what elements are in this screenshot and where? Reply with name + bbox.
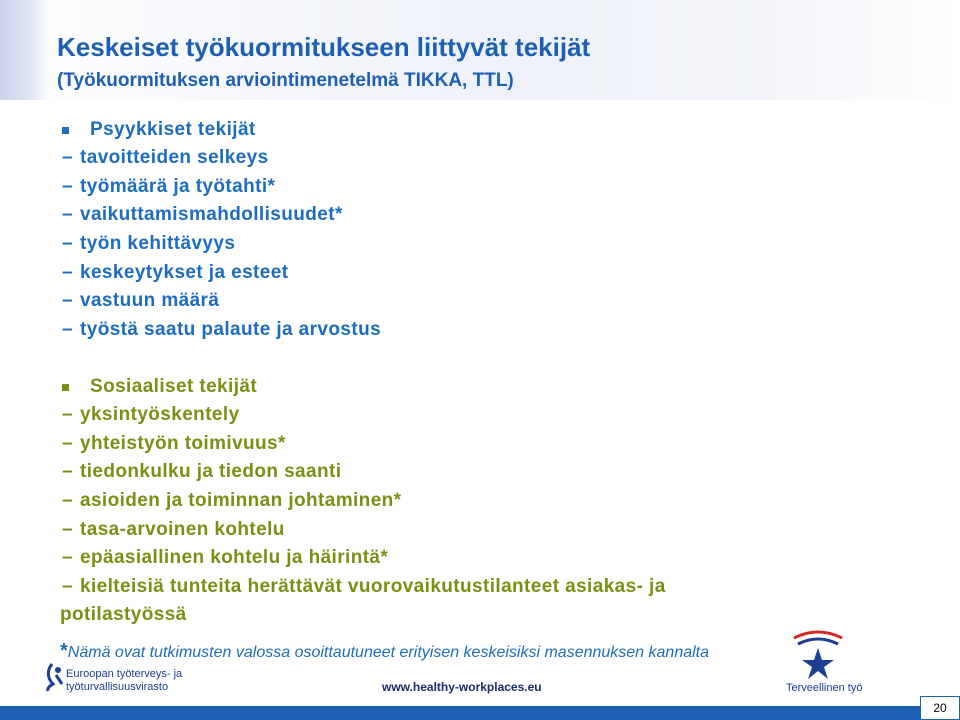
square-bullet-icon: [62, 127, 69, 134]
list-item: – kielteisiä tunteita herättävät vuorovaikutustilanteet asiakas- ja: [62, 576, 666, 597]
page-number: 20: [920, 696, 960, 720]
header-accent-strip: [0, 0, 50, 100]
list-item: – vastuun määrä: [62, 290, 220, 311]
list-item: – tasa-arvoinen kohtelu: [62, 519, 285, 540]
campaign-name: Terveellinen työ: [786, 682, 863, 694]
section-heading-psyykkiset: Psyykkiset tekijät: [90, 119, 256, 140]
list-item: – työstä saatu palaute ja arvostus: [62, 319, 382, 340]
square-bullet-icon: [62, 384, 69, 391]
slide-subtitle: (Työkuormituksen arviointimenetelmä TIKKA, TTL): [57, 70, 514, 91]
eu-osha-logo-icon: [44, 662, 66, 692]
list-item: – asioiden ja toiminnan johtaminen*: [62, 490, 402, 511]
list-item: – tavoitteiden selkeys: [62, 147, 269, 168]
list-item: – epäasiallinen kohtelu ja häirintä*: [62, 547, 389, 568]
website-link[interactable]: www.healthy-workplaces.eu: [382, 680, 542, 694]
list-item: – tiedonkulku ja tiedon saanti: [62, 461, 342, 482]
slide-title: Keskeiset työkuormitukseen liittyvät tekijät: [57, 32, 591, 62]
list-item: – työmäärä ja työtahti*: [62, 176, 276, 197]
list-item: – vaikuttamismahdollisuudet*: [62, 204, 343, 225]
agency-name: Euroopan työterveys- ja työturvallisuusvirasto: [66, 668, 183, 693]
list-item: – työn kehittävyys: [62, 233, 236, 254]
list-item: – yhteistyön toimivuus*: [62, 433, 286, 454]
list-item: – keskeytykset ja esteet: [62, 262, 289, 283]
footer-bar: [0, 706, 920, 720]
list-item: – yksintyöskentely: [62, 404, 240, 425]
section-heading-sosiaaliset: Sosiaaliset tekijät: [90, 376, 258, 397]
footnote: *Nämä ovat tutkimusten valossa osoittautuneet erityisen keskeisiksi masennuksen kannalta: [60, 640, 710, 662]
list-item-continuation: potilastyössä: [60, 604, 187, 625]
healthy-workplaces-logo-icon: [788, 624, 848, 682]
